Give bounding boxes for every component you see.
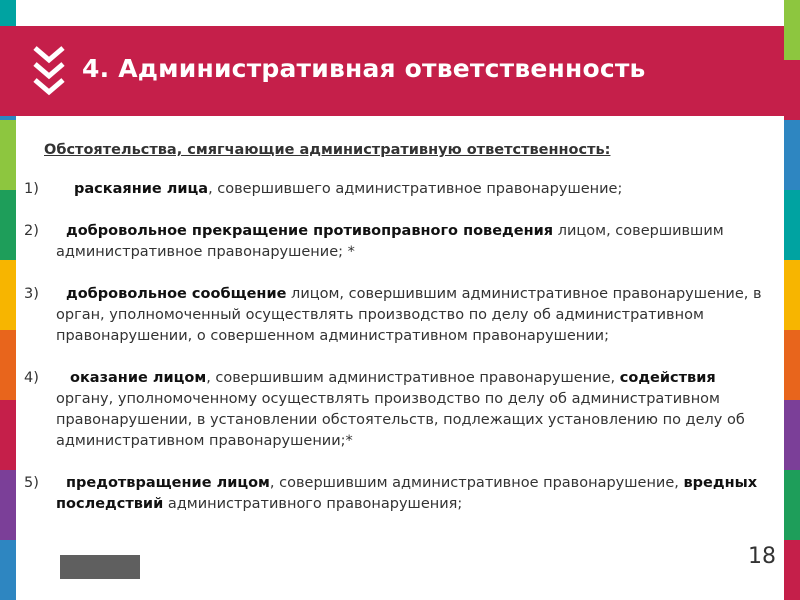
item-bold: содействия [619, 370, 716, 386]
list-item [24, 368, 764, 452]
item-number: 3) [24, 286, 39, 302]
list-item [24, 221, 764, 263]
item-bold: добровольное прекращение противоправного поведения [66, 223, 554, 239]
list-item [24, 284, 764, 347]
item-bold: раскаяние лица [74, 181, 209, 197]
item-bold: добровольное сообщение [66, 286, 287, 302]
title-bar [0, 26, 784, 116]
slide-subtitle: Обстоятельства, смягчающие административную ответственность: [44, 142, 611, 158]
slide-footer [60, 550, 790, 590]
slide-content [24, 140, 764, 536]
item-text: , совершившим административное правонарушение, [206, 370, 620, 386]
logo [60, 555, 140, 579]
item-number: 5) [24, 475, 39, 491]
item-text: лицом, совершившим административное правонарушение; * [56, 223, 724, 260]
slide-title: 4. Административная ответственность [82, 54, 646, 83]
item-text: административного правонарушения; [163, 496, 463, 512]
item-number: 4) [24, 370, 39, 386]
item-bold: вредных последствий [56, 475, 758, 512]
item-text: , совершившим административное правонарушение, [269, 475, 684, 491]
item-number: 2) [24, 223, 39, 239]
item-text: , совершившего административное правонарушение; [208, 181, 623, 197]
item-text: органу, уполномоченному осуществлять производство по делу об административном правонарушении, в установлении обстоятельств, подлежащих установлению по делу об административном правонарушении;* [56, 391, 745, 449]
item-bold: оказание лицом [70, 370, 207, 386]
list-item [24, 179, 764, 200]
right-decor-stripes [784, 0, 800, 600]
item-bold: предотвращение лицом [66, 475, 270, 491]
item-number: 1) [24, 181, 39, 197]
item-text: лицом, совершившим административное правонарушение, в орган, уполномоченный осуществлять производство по делу об административном правонарушении, о совершенном административном правонарушении; [56, 286, 762, 344]
page-number: 18 [748, 544, 776, 569]
chevron-down-icon [32, 44, 66, 102]
list-item [24, 473, 764, 515]
